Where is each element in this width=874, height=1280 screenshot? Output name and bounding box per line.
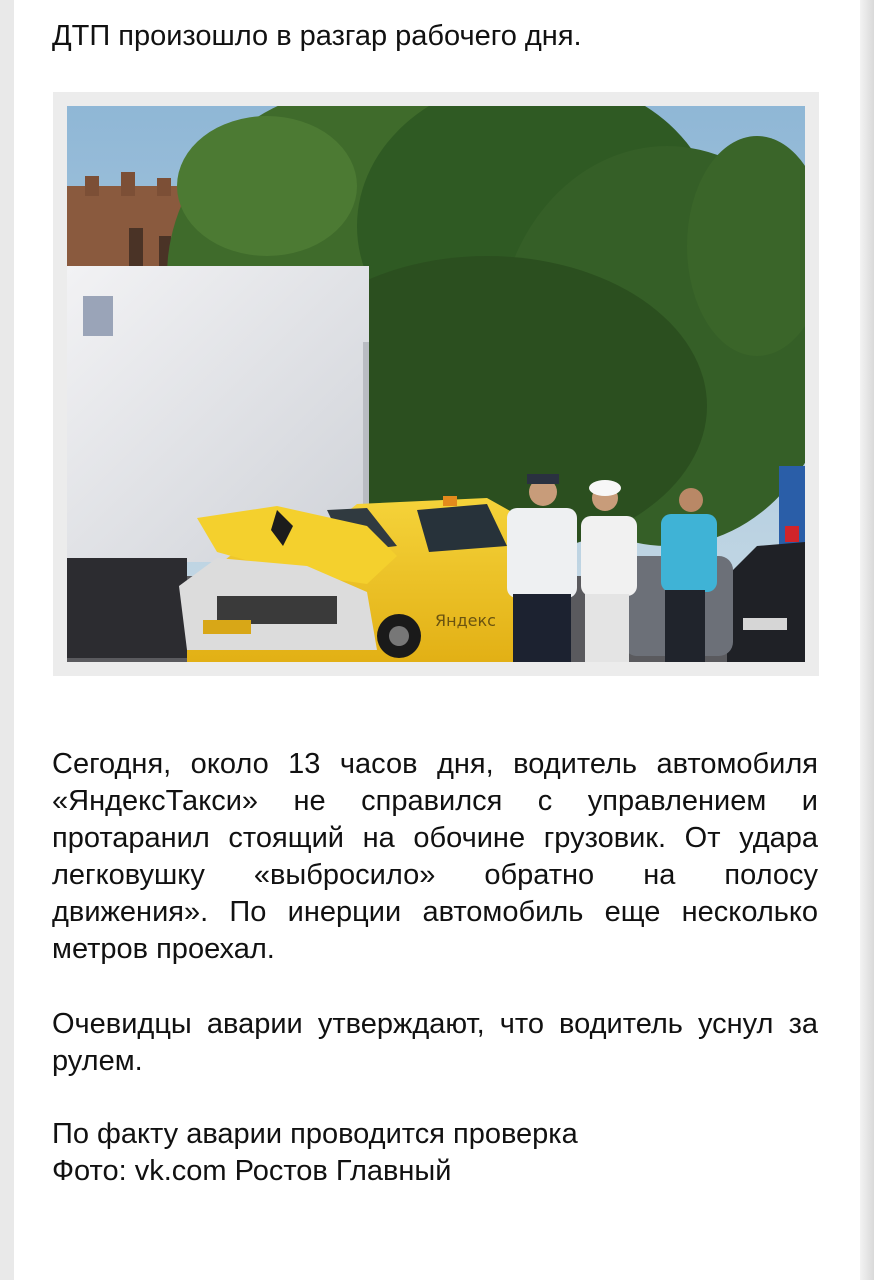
taxi-door-text: Яндекс xyxy=(435,611,496,630)
paragraph-main: Сегодня, около 13 часов дня, водитель автомобиля «ЯндексТакси» не справился с управлением и протаранил стоящий на обочине грузовик. От удара легковушку «выбросило» обратно на полосу движения». По инерции автомобиль еще несколько метров проехал. xyxy=(52,748,818,965)
page-edge-shadow xyxy=(860,0,874,1280)
photo-frame xyxy=(53,92,819,676)
paragraph-footer xyxy=(52,1116,818,1190)
intro-text: ДТП произошло в разгар рабочего дня. xyxy=(52,20,582,52)
photo-credit: Фото: vk.com Ростов Главный xyxy=(52,1155,452,1187)
investigation-line: По факту аварии проводится проверка xyxy=(52,1118,578,1150)
accident-photo xyxy=(67,106,805,662)
paragraph-witnesses: Очевидцы аварии утверждают, что водитель уснул за рулем. xyxy=(52,1008,818,1077)
article-page xyxy=(14,0,860,1280)
